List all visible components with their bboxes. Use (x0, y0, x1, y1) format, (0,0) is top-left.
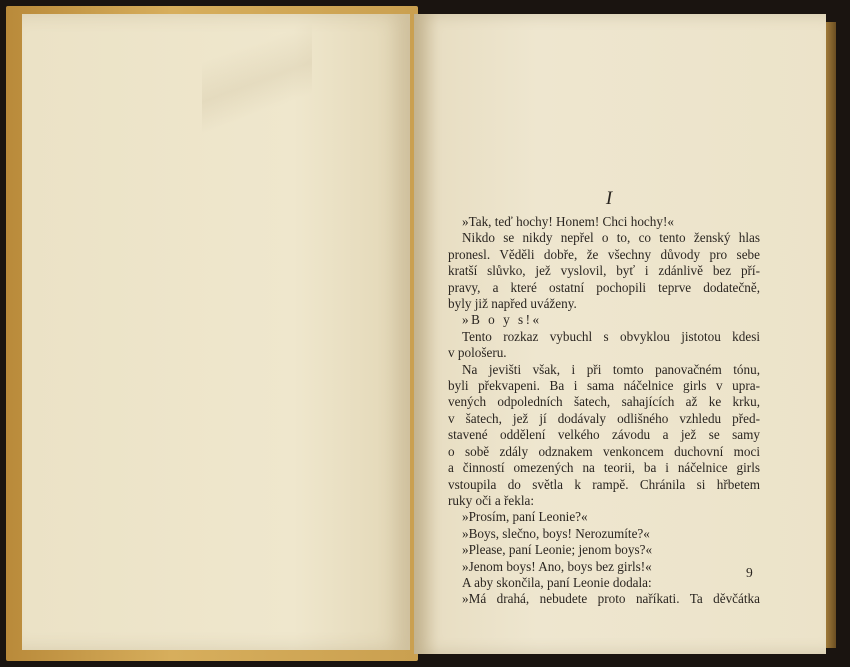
text-line: »B o y s!« (462, 312, 542, 328)
text-line: stavené oddělení velkého závodu a jež se samy (448, 427, 760, 443)
book-right-edge (826, 22, 836, 648)
text-line: v šatech, jež jí dodávaly odlišného vzhledu před- (448, 410, 760, 426)
text-line: pravy, a které ostatní pochopili teprve dodatečně, (448, 279, 760, 295)
text-line: o sobě zdály odznakem venkoncem duchovní moci (448, 443, 760, 459)
text-line: A aby skončila, paní Leonie dodala: (462, 574, 652, 590)
page-text (448, 188, 760, 608)
page-number: 9 (746, 565, 753, 580)
text-lines (448, 214, 760, 608)
text-line: »Boys, slečno, boys! Nerozumíte?« (462, 525, 650, 541)
page-crease (202, 14, 312, 134)
left-blank-page (22, 14, 410, 650)
text-line: »Tak, teď hochy! Honem! Chci hochy!« (462, 214, 674, 229)
text-line: a činností omezených na teorii, ba i náčelnice girls (448, 460, 760, 476)
text-line: Na jevišti však, i při tomto panovačném tónu, (462, 361, 760, 377)
text-line: vstoupila do světla k rampě. Chránila si hřbetem (448, 476, 760, 492)
text-line: byly již napřed uváženy. (448, 296, 577, 312)
text-line: Tento rozkaz vybuchl s obvyklou jistotou kdesi (462, 328, 760, 344)
text-line: »Prosím, paní Leonie?« (462, 509, 588, 525)
text-line: Nikdo se nikdy nepřel o to, co tento ženský hlas (462, 230, 760, 246)
text-line: ruky oči a řekla: (448, 492, 535, 508)
text-line: »Má drahá, nebudete proto naříkati. Ta děvčátka (462, 591, 760, 607)
text-line: »Jenom boys! Ano, boys bez girls!« (462, 558, 652, 574)
text-line: byli překvapeni. Ba i sama náčelnice girls v upra- (448, 378, 760, 394)
text-line: pronesl. Věděli dobře, že všechny důvody pro sebe (448, 246, 760, 262)
text-line: »Please, paní Leonie; jenom boys?« (462, 542, 653, 558)
text-line: v pološeru. (448, 345, 507, 361)
text-line: kratší slůvko, jež vyslovil, byť i zdánlivě bez pří- (448, 263, 760, 279)
text-line: vených odpoledních šatech, sahajících až ke krku, (448, 394, 760, 410)
chapter-number: I (605, 188, 613, 209)
